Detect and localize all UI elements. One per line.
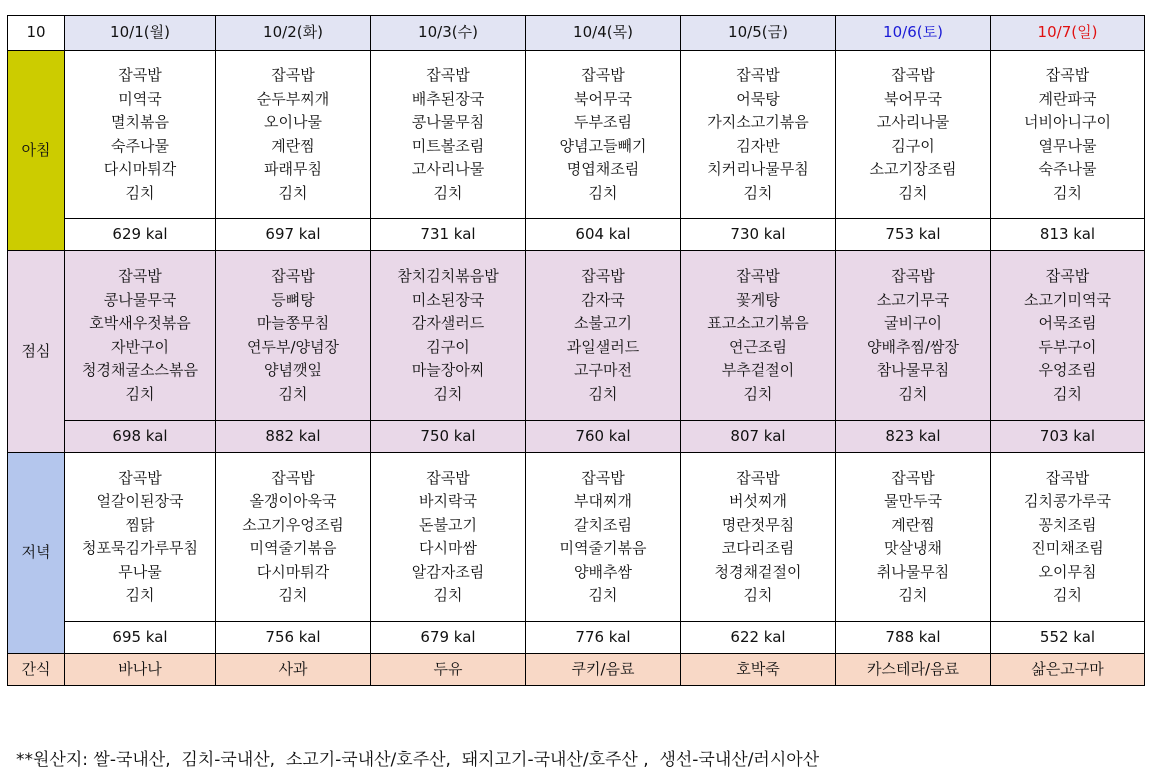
kcal-cell: 823 kal bbox=[836, 421, 991, 453]
lunch-cell bbox=[681, 251, 836, 421]
dish-item: 소불고기 bbox=[574, 314, 632, 332]
dish-item: 돈불고기 bbox=[419, 515, 477, 534]
breakfast-row bbox=[8, 51, 1145, 219]
dish-item: 북어무국 bbox=[884, 89, 942, 108]
dish-item: 양배추찜/쌈장 bbox=[867, 337, 959, 356]
snack-row bbox=[8, 654, 1145, 686]
dish-item: 김치 bbox=[588, 183, 618, 202]
dish-item: 김치 bbox=[433, 183, 463, 202]
breakfast-cell bbox=[681, 51, 836, 219]
dish-item: 마늘장아찌 bbox=[411, 361, 485, 379]
dish-item: 양배추쌈 bbox=[574, 562, 632, 581]
lunch-cell bbox=[991, 251, 1145, 421]
dish-item: 올갱이아욱국 bbox=[249, 492, 337, 510]
dish-item: 소고기무국 bbox=[876, 290, 950, 309]
dish-item: 우엉조림 bbox=[1038, 361, 1097, 379]
dish-item: 김치 bbox=[898, 384, 928, 403]
dish-item: 감자샐러드 bbox=[411, 314, 485, 332]
dish-item: 잡곡밥 bbox=[736, 468, 780, 487]
dish-item: 다시마튀각 bbox=[256, 562, 330, 581]
kcal-cell: 703 kal bbox=[991, 421, 1145, 453]
date-header-row bbox=[8, 16, 1145, 51]
kcal-cell: 552 kal bbox=[991, 622, 1145, 654]
dinner-cell bbox=[836, 453, 991, 622]
dish-item: 연두부/양념장 bbox=[247, 337, 339, 356]
dish-item: 양념고들빼기 bbox=[559, 136, 647, 155]
dish-item: 콩나물무국 bbox=[103, 290, 177, 309]
dish-item: 잡곡밥 bbox=[736, 267, 780, 285]
dish-item: 계란파국 bbox=[1038, 89, 1097, 108]
date-header: 10/1(월) bbox=[65, 16, 216, 51]
snack-cell: 쿠키/음료 bbox=[526, 654, 681, 686]
dish-item: 미역줄기볶음 bbox=[559, 539, 647, 557]
dish-item: 김치 bbox=[278, 384, 308, 403]
dish-item: 김자반 bbox=[736, 136, 780, 155]
snack-cell: 카스테라/음료 bbox=[836, 654, 991, 686]
dish-item: 김치 bbox=[433, 586, 463, 604]
dish-item: 콩나물무침 bbox=[411, 113, 485, 131]
dinner-cell bbox=[681, 453, 836, 622]
dish-item: 잡곡밥 bbox=[426, 468, 470, 487]
dish-item: 청경채굴소스볶음 bbox=[82, 361, 198, 379]
dish-item: 김치 bbox=[898, 586, 928, 604]
dish-item: 잡곡밥 bbox=[118, 66, 162, 84]
dish-item: 고사리나물 bbox=[411, 160, 485, 178]
dish-item: 양념깻잎 bbox=[264, 361, 322, 379]
dish-item: 연근조림 bbox=[729, 337, 787, 356]
dinner-label: 저녁 bbox=[8, 453, 65, 654]
dinner-cell bbox=[526, 453, 681, 622]
dish-item: 두부조림 bbox=[574, 113, 632, 131]
dish-item: 열무나물 bbox=[1038, 136, 1097, 155]
lunch-row bbox=[8, 251, 1145, 421]
dish-item: 너비아니구이 bbox=[1024, 113, 1111, 131]
dish-item: 김치 bbox=[743, 384, 773, 403]
snack-label: 간식 bbox=[8, 654, 65, 686]
dish-item: 청포묵김가루무침 bbox=[82, 539, 198, 557]
dish-item: 마늘쫑무침 bbox=[256, 314, 330, 332]
kcal-cell: 813 kal bbox=[991, 219, 1145, 251]
dish-item: 등뼈탕 bbox=[271, 290, 315, 309]
kcal-cell: 776 kal bbox=[526, 622, 681, 654]
date-header: 10/5(금) bbox=[681, 16, 836, 51]
lunch-kcal-row bbox=[8, 421, 1145, 453]
dish-item: 미트볼조림 bbox=[411, 136, 485, 155]
dish-item: 청경채겉절이 bbox=[714, 562, 802, 581]
kcal-cell: 695 kal bbox=[65, 622, 216, 654]
dinner-cell bbox=[371, 453, 526, 622]
kcal-cell: 750 kal bbox=[371, 421, 526, 453]
dish-item: 치커리나물무침 bbox=[707, 160, 809, 178]
date-header-saturday: 10/6(토) bbox=[836, 16, 991, 51]
dish-item: 김치 bbox=[1053, 586, 1082, 604]
dish-item: 김구이 bbox=[891, 136, 935, 155]
kcal-cell: 679 kal bbox=[371, 622, 526, 654]
dish-item: 김치 bbox=[1053, 384, 1082, 403]
kcal-cell: 730 kal bbox=[681, 219, 836, 251]
date-header: 10/3(수) bbox=[371, 16, 526, 51]
weekly-menu-table bbox=[7, 15, 1145, 686]
dish-item: 고구마전 bbox=[574, 361, 632, 379]
dish-item: 어묵탕 bbox=[736, 89, 780, 108]
dish-item: 김치 bbox=[588, 586, 618, 604]
dish-item: 잡곡밥 bbox=[581, 267, 625, 285]
breakfast-label: 아침 bbox=[8, 51, 65, 251]
dish-item: 순두부찌개 bbox=[256, 89, 330, 108]
snack-cell: 호박죽 bbox=[681, 654, 836, 686]
dish-item: 숙주나물 bbox=[111, 136, 169, 155]
dinner-cell bbox=[65, 453, 216, 622]
dish-item: 김치 bbox=[743, 586, 773, 604]
kcal-cell: 788 kal bbox=[836, 622, 991, 654]
snack-cell: 바나나 bbox=[65, 654, 216, 686]
kcal-cell: 760 kal bbox=[526, 421, 681, 453]
dish-item: 김치 bbox=[433, 384, 463, 403]
dish-item: 잡곡밥 bbox=[426, 66, 470, 84]
dish-item: 김치 bbox=[125, 586, 155, 604]
snack-cell: 삶은고구마 bbox=[991, 654, 1145, 686]
lunch-cell bbox=[65, 251, 216, 421]
dish-item: 취나물무침 bbox=[876, 562, 950, 581]
breakfast-cell bbox=[836, 51, 991, 219]
lunch-label: 점심 bbox=[8, 251, 65, 453]
breakfast-cell bbox=[371, 51, 526, 219]
dish-item: 꽃게탕 bbox=[736, 290, 780, 309]
dish-item: 김치 bbox=[125, 384, 155, 403]
dish-item: 잡곡밥 bbox=[581, 66, 625, 84]
kcal-cell: 604 kal bbox=[526, 219, 681, 251]
dish-item: 소고기미역국 bbox=[1024, 290, 1111, 309]
dish-item: 북어무국 bbox=[574, 89, 632, 108]
breakfast-kcal-row bbox=[8, 219, 1145, 251]
kcal-cell: 697 kal bbox=[216, 219, 371, 251]
kcal-cell: 753 kal bbox=[836, 219, 991, 251]
dinner-cell bbox=[991, 453, 1145, 622]
lunch-cell bbox=[836, 251, 991, 421]
dish-item: 참치김치볶음밥 bbox=[397, 267, 499, 285]
dish-item: 김구이 bbox=[426, 337, 470, 356]
lunch-cell bbox=[371, 251, 526, 421]
snack-cell: 사과 bbox=[216, 654, 371, 686]
dish-item: 잡곡밥 bbox=[891, 267, 935, 285]
kcal-cell: 807 kal bbox=[681, 421, 836, 453]
dish-item: 잡곡밥 bbox=[118, 468, 162, 487]
dish-item: 물만두국 bbox=[884, 492, 942, 510]
breakfast-cell bbox=[991, 51, 1145, 219]
dish-item: 소고기장조림 bbox=[869, 160, 957, 178]
dish-item: 부추겉절이 bbox=[721, 361, 795, 379]
dish-item: 다시마쌈 bbox=[419, 539, 477, 557]
dish-item: 잡곡밥 bbox=[581, 468, 625, 487]
month-cell: 10 bbox=[8, 16, 65, 51]
dish-item: 오이나물 bbox=[264, 113, 322, 131]
dish-item: 자반구이 bbox=[111, 337, 169, 356]
dish-item: 잡곡밥 bbox=[891, 468, 935, 487]
dinner-cell bbox=[216, 453, 371, 622]
kcal-cell: 756 kal bbox=[216, 622, 371, 654]
kcal-cell: 731 kal bbox=[371, 219, 526, 251]
dish-item: 김치 bbox=[278, 183, 308, 202]
dish-item: 김치 bbox=[588, 384, 618, 403]
breakfast-cell bbox=[216, 51, 371, 219]
dish-item: 잡곡밥 bbox=[271, 267, 315, 285]
dish-item: 숙주나물 bbox=[1038, 160, 1097, 178]
dish-item: 표고소고기볶음 bbox=[707, 314, 809, 332]
breakfast-cell bbox=[65, 51, 216, 219]
dish-item: 김치 bbox=[278, 586, 308, 604]
dish-item: 잡곡밥 bbox=[118, 267, 162, 285]
dish-item: 김치 bbox=[125, 183, 155, 202]
kcal-cell: 622 kal bbox=[681, 622, 836, 654]
dish-item: 김치 bbox=[898, 183, 928, 202]
date-header: 10/2(화) bbox=[216, 16, 371, 51]
dish-item: 버섯찌개 bbox=[729, 492, 787, 510]
dish-item: 계란찜 bbox=[271, 136, 315, 155]
dish-item: 잡곡밥 bbox=[1045, 468, 1090, 487]
kcal-cell: 882 kal bbox=[216, 421, 371, 453]
dish-item: 굴비구이 bbox=[884, 314, 942, 332]
dish-item: 꽁치조림 bbox=[1038, 515, 1097, 534]
dish-item: 김치콩가루국 bbox=[1024, 492, 1111, 510]
dish-item: 잡곡밥 bbox=[1045, 267, 1090, 285]
dish-item: 명엽채조림 bbox=[566, 160, 640, 178]
dish-item: 잡곡밥 bbox=[271, 468, 315, 487]
dish-item: 김치 bbox=[743, 183, 773, 202]
date-header: 10/4(목) bbox=[526, 16, 681, 51]
dish-item: 미역국 bbox=[118, 89, 162, 108]
dish-item: 어묵조림 bbox=[1038, 314, 1097, 332]
dinner-row bbox=[8, 453, 1145, 622]
breakfast-cell bbox=[526, 51, 681, 219]
date-header-sunday: 10/7(일) bbox=[991, 16, 1145, 51]
dish-item: 찜닭 bbox=[125, 515, 155, 534]
origin-note: **원산지: 쌀-국내산, 김치-국내산, 소고기-국내산/호주산, 돼지고기-국내산/호주산 , 생선-국내산/러시아산 bbox=[16, 750, 820, 770]
dish-item: 잡곡밥 bbox=[1045, 66, 1090, 84]
dish-item: 두부구이 bbox=[1038, 337, 1097, 356]
dish-item: 부대찌개 bbox=[574, 492, 632, 510]
dish-item: 계란찜 bbox=[891, 515, 935, 534]
dish-item: 진미채조림 bbox=[1031, 539, 1104, 557]
dish-item: 맛살냉채 bbox=[884, 539, 942, 557]
dish-item: 김치 bbox=[1053, 183, 1082, 202]
dish-item: 가지소고기볶음 bbox=[707, 113, 809, 131]
dish-item: 미소된장국 bbox=[411, 290, 485, 309]
dish-item: 바지락국 bbox=[419, 492, 477, 510]
dish-item: 고사리나물 bbox=[876, 113, 950, 131]
dish-item: 미역줄기볶음 bbox=[249, 539, 337, 557]
dish-item: 잡곡밥 bbox=[891, 66, 935, 84]
dish-item: 감자국 bbox=[581, 290, 625, 309]
dish-item: 멸치볶음 bbox=[111, 113, 169, 131]
kcal-cell: 698 kal bbox=[65, 421, 216, 453]
dish-item: 코다리조림 bbox=[721, 539, 795, 557]
dish-item: 다시마튀각 bbox=[103, 160, 177, 178]
snack-cell: 두유 bbox=[371, 654, 526, 686]
lunch-cell bbox=[216, 251, 371, 421]
dish-item: 갈치조림 bbox=[574, 515, 632, 534]
dish-item: 명란젓무침 bbox=[721, 515, 795, 534]
dish-item: 무나물 bbox=[118, 562, 162, 581]
dish-item: 참나물무침 bbox=[876, 361, 950, 379]
dish-item: 잡곡밥 bbox=[736, 66, 780, 84]
dish-item: 오이무침 bbox=[1038, 562, 1097, 581]
dish-item: 잡곡밥 bbox=[271, 66, 315, 84]
dish-item: 배추된장국 bbox=[411, 89, 485, 108]
dish-item: 소고기우엉조림 bbox=[242, 515, 344, 534]
kcal-cell: 629 kal bbox=[65, 219, 216, 251]
dinner-kcal-row bbox=[8, 622, 1145, 654]
dish-item: 얼갈이된장국 bbox=[96, 492, 184, 510]
lunch-cell bbox=[526, 251, 681, 421]
dish-item: 알감자조림 bbox=[411, 562, 485, 581]
dish-item: 파래무침 bbox=[264, 160, 322, 178]
dish-item: 과일샐러드 bbox=[566, 337, 640, 356]
dish-item: 호박새우젓볶음 bbox=[89, 314, 191, 332]
